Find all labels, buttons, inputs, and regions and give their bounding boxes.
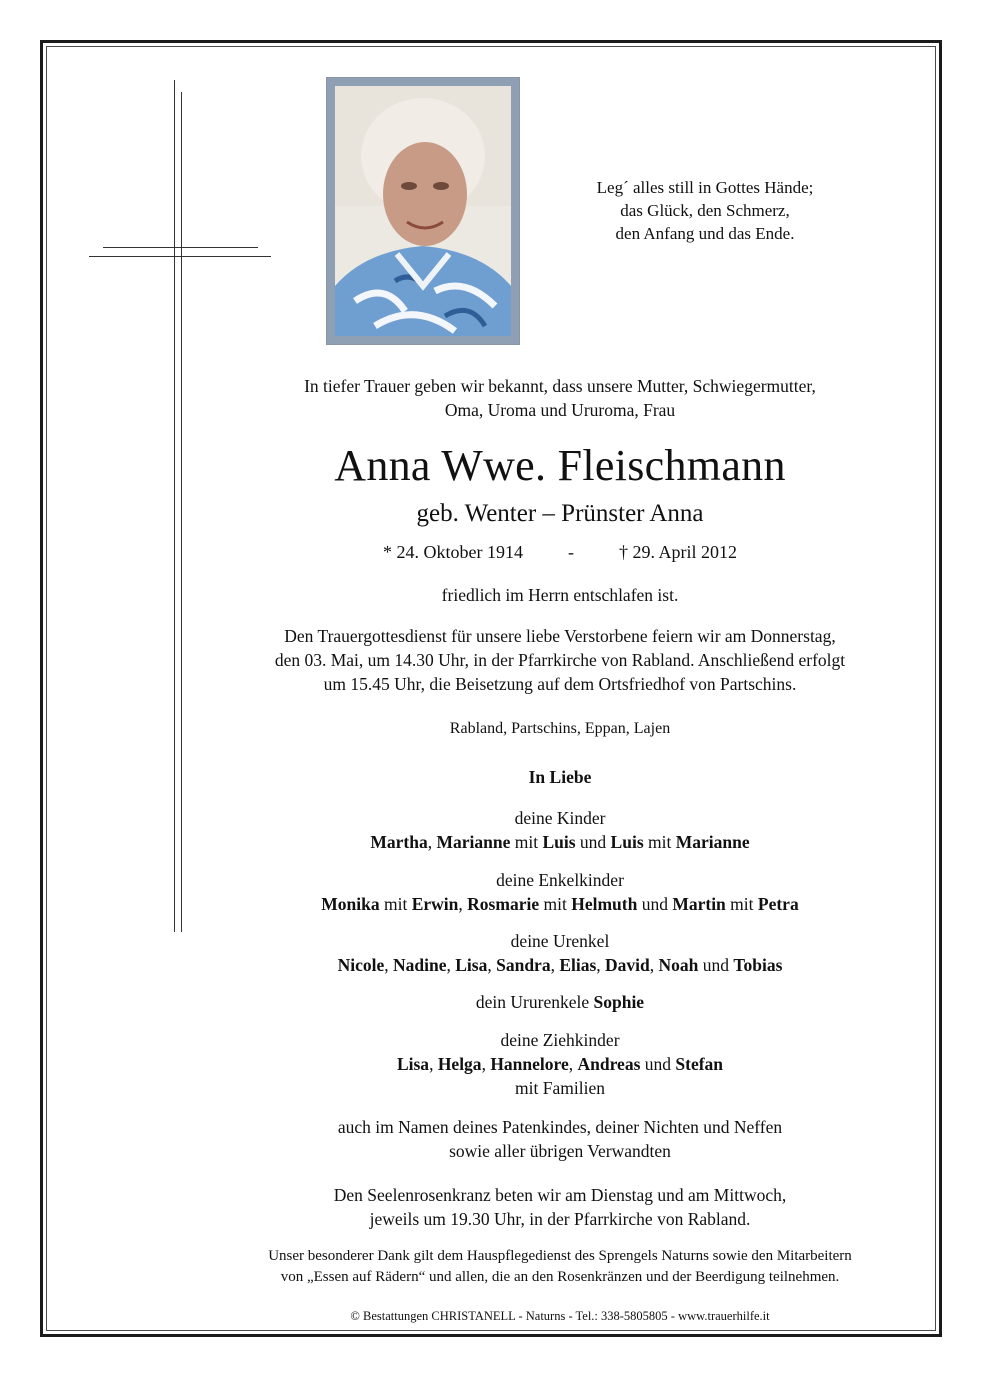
verse-line: Leg´ alles still in Gottes Hände; — [596, 178, 814, 197]
foster-children-section — [200, 1028, 920, 1100]
grandchildren-names: Monika mit Erwin, Rosmarie mit Helmuth und Martin mit Petra — [321, 894, 799, 914]
maiden-name: geb. Wenter – Prünster Anna — [416, 500, 704, 527]
relatives-line: sowie aller übrigen Verwandten — [449, 1141, 671, 1161]
foster-suffix: mit Familien — [515, 1078, 605, 1098]
children-names: Martha, Marianne mit Luis und Luis mit Marianne — [370, 832, 750, 852]
children-label: deine Kinder — [514, 808, 606, 828]
date-separator: - — [567, 542, 574, 562]
thanks-line: von „Essen auf Rädern“ und allen, die an den Rosenkränzen und der Beerdigung teilnehmen. — [280, 1269, 840, 1285]
intro-line: Oma, Uroma und Ururoma, Frau — [444, 400, 676, 420]
service-line: um 15.45 Uhr, die Beisetzung auf dem Ortsfriedhof von Partschins. — [323, 674, 797, 694]
great-label: deine Urenkel — [510, 931, 610, 951]
grandchildren-label: deine Enkelkinder — [496, 870, 624, 890]
grandchildren-section — [200, 868, 920, 916]
rosary-line: Den Seelenrosenkranz beten wir am Dienstag und am Mittwoch, — [333, 1185, 787, 1205]
rosary — [200, 1183, 920, 1231]
intro-line: In tiefer Trauer geben wir bekannt, dass unsere Mutter, Schwiegermutter, — [304, 376, 816, 396]
funeral-service — [200, 624, 920, 696]
great-grandchildren-section — [200, 929, 920, 977]
rosary-line: jeweils um 19.30 Uhr, in der Pfarrkirche von Rabland. — [369, 1209, 751, 1229]
thanks-line: Unser besonderer Dank gilt dem Hauspflegedienst des Sprengels Naturns sowie den Mitarbeitern — [268, 1248, 852, 1264]
service-line: den 03. Mai, um 14.30 Uhr, in der Pfarrkirche von Rabland. Anschließend erfolgt — [274, 650, 846, 670]
children-section — [200, 806, 920, 854]
verse-line: den Anfang und das Ende. — [615, 224, 795, 243]
verse-line: das Glück, den Schmerz, — [620, 201, 790, 220]
verse — [580, 176, 830, 245]
life-dates — [200, 540, 920, 564]
birth-date: * 24. Oktober 1914 — [383, 542, 523, 562]
portrait-photo — [326, 77, 520, 345]
great-great-name: Sophie — [593, 992, 645, 1012]
foster-names: Lisa, Helga, Hannelore, Andreas und Stefan — [396, 1054, 724, 1074]
in-love: In Liebe — [528, 767, 592, 787]
footer: © Bestattungen CHRISTANELL - Naturns - Tel.: 338-5805805 - www.trauerhilfe.it — [350, 1309, 770, 1323]
deceased-name: Anna Wwe. Fleischmann — [334, 441, 786, 490]
relatives — [200, 1115, 920, 1163]
places: Rabland, Partschins, Eppan, Lajen — [449, 720, 671, 737]
foster-label: deine Ziehkinder — [500, 1030, 620, 1050]
intro — [200, 374, 920, 422]
service-line: Den Trauergottesdienst für unsere liebe Verstorbene feiern wir am Donnerstag, — [284, 626, 836, 646]
great-names: Nicole, Nadine, Lisa, Sandra, Elias, David, Noah und Tobias — [337, 955, 783, 975]
great-great-grandchild: dein Ururenkele Sophie — [475, 992, 645, 1012]
passed-text: friedlich im Herrn entschlafen ist. — [441, 585, 679, 605]
relatives-line: auch im Namen deines Patenkindes, deiner Nichten und Neffen — [337, 1117, 783, 1137]
death-date: † 29. April 2012 — [618, 542, 737, 562]
thanks — [200, 1246, 920, 1288]
